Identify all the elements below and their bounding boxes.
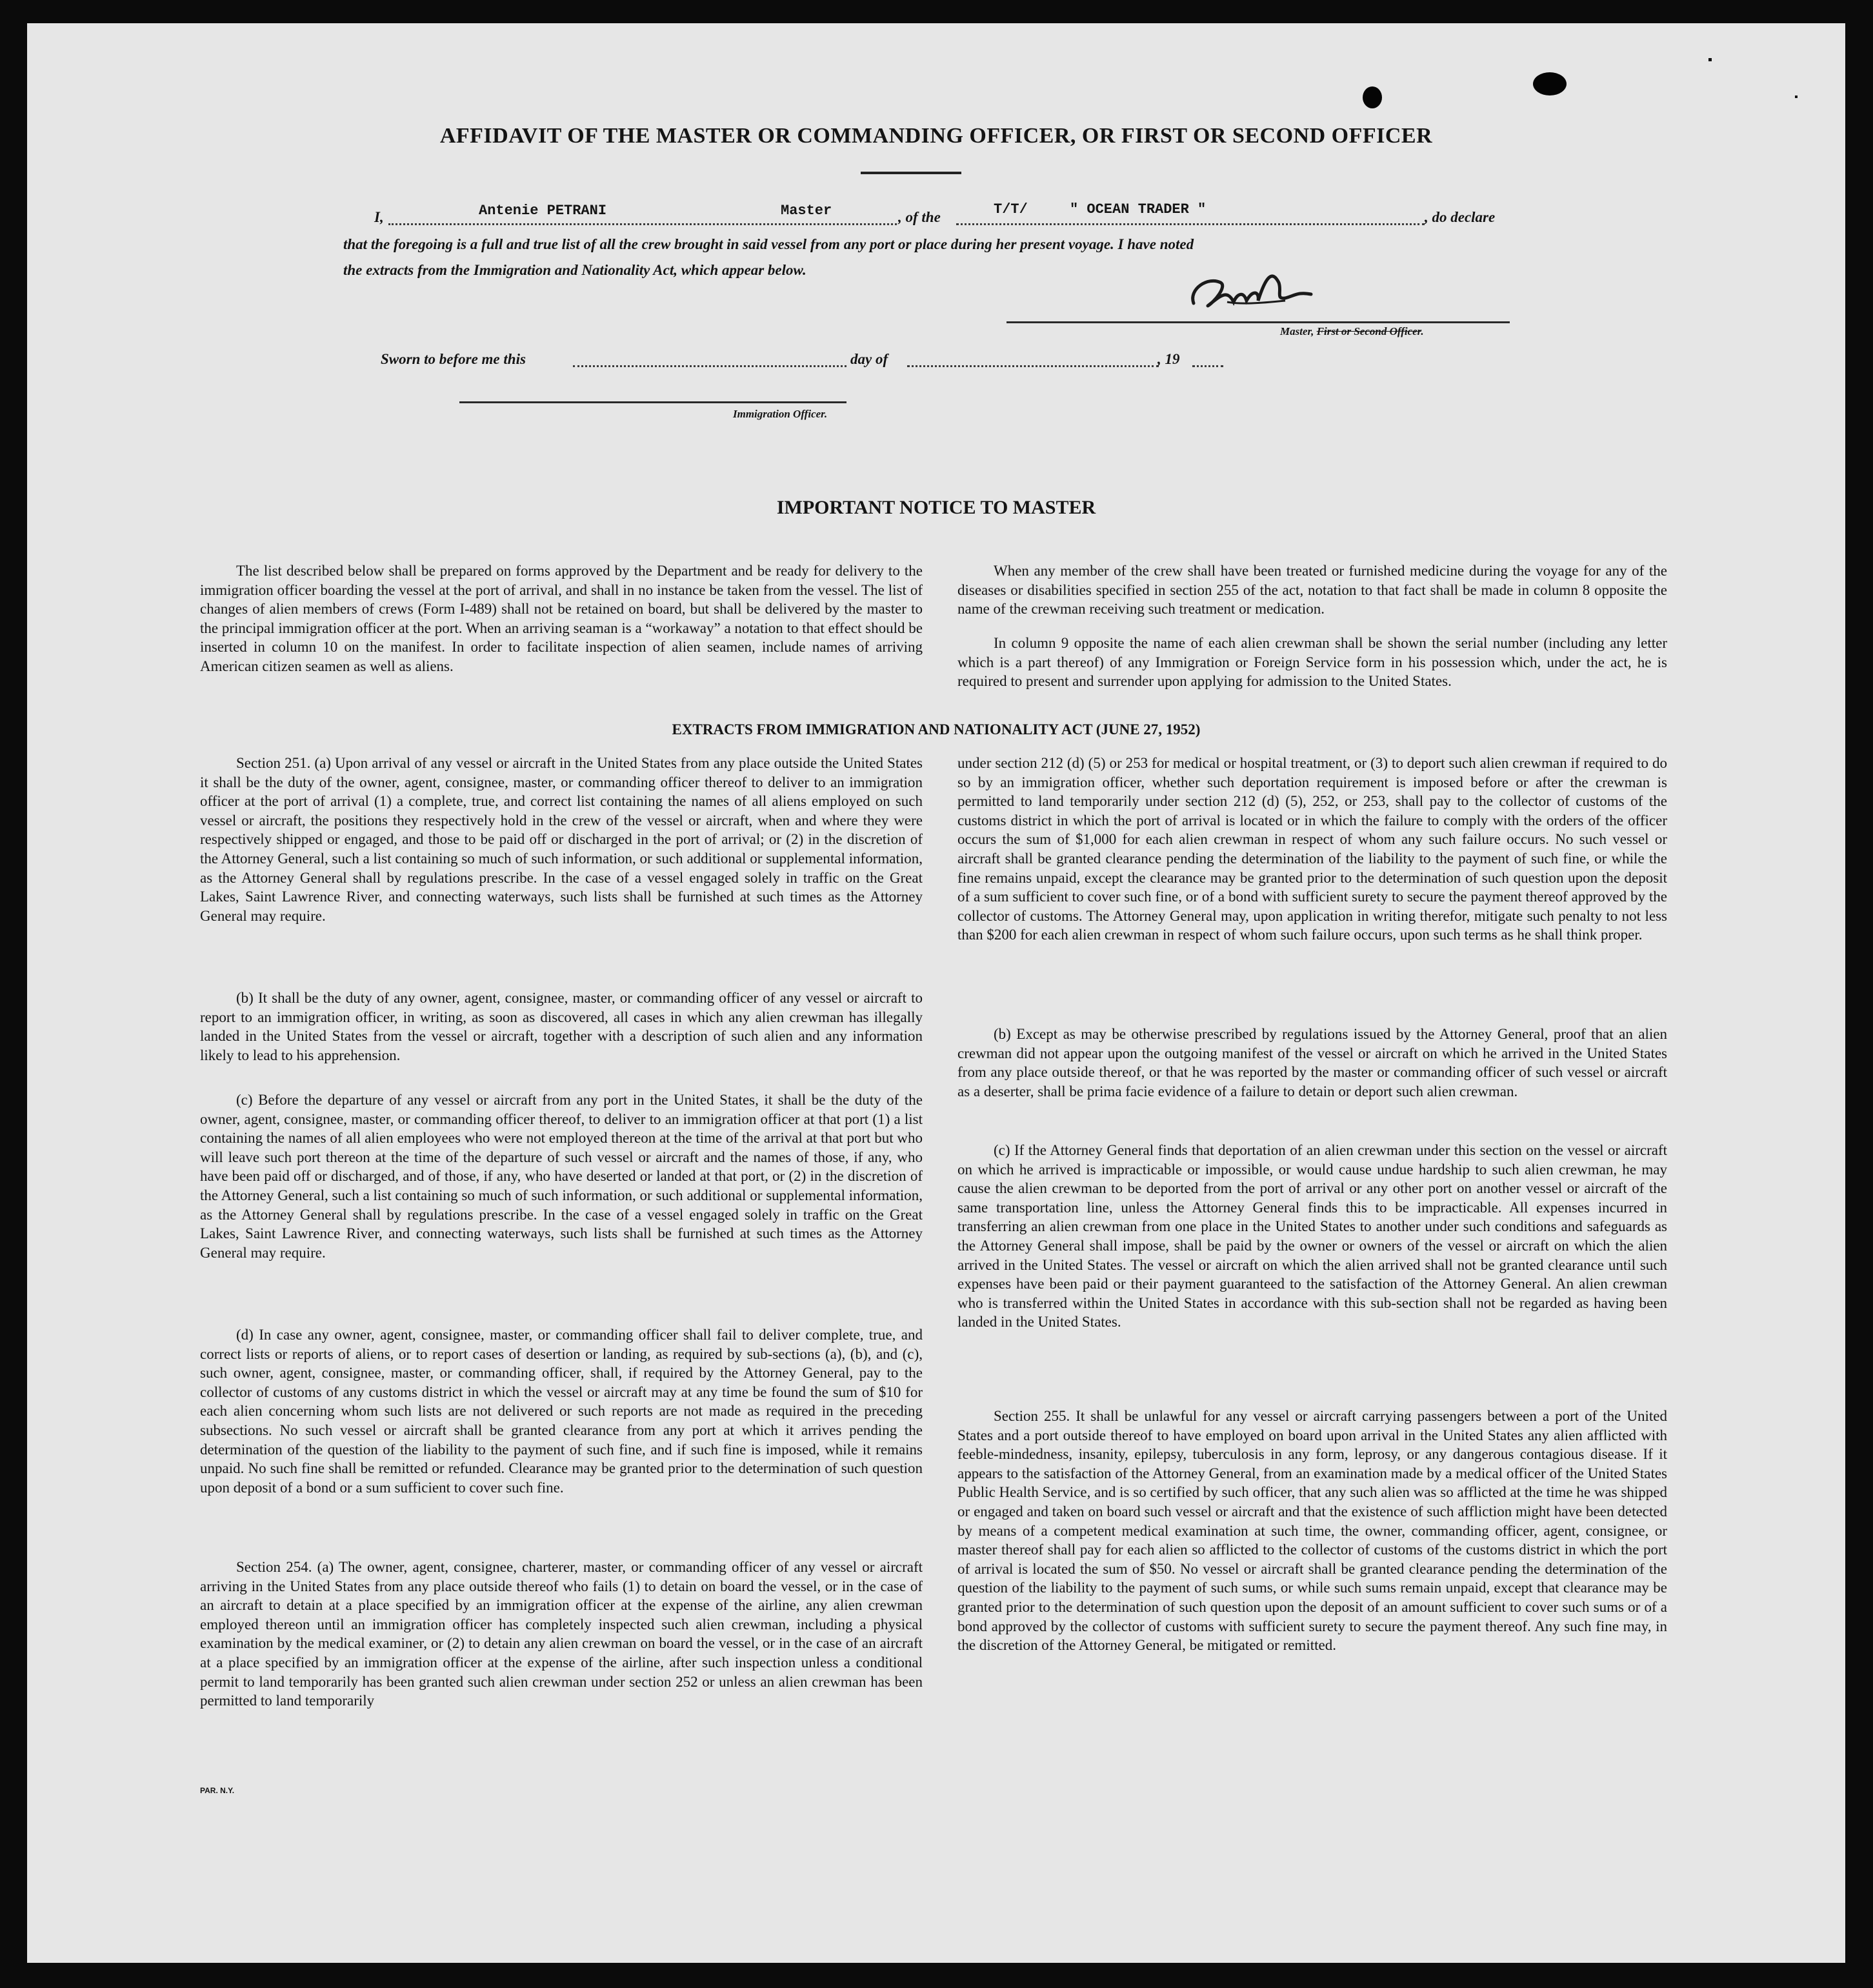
notice-right-paragraph-2: In column 9 opposite the name of each alien crewman shall be shown the serial number (including any letter which is a part thereof) of any Immigration or Foreign Service form in his possession which, under the act, he is required to present and surrender upon applying for admission to the United States. bbox=[957, 635, 1667, 690]
declaration-line-1: that the foregoing is a full and true list of all the crew brought in said vessel from any port or place during her present voyage. I have noted bbox=[343, 236, 1194, 252]
sworn-day-blank bbox=[573, 365, 846, 367]
caption-end: . bbox=[1421, 325, 1424, 337]
sworn-year-blank bbox=[1192, 365, 1223, 367]
signature-line bbox=[1007, 321, 1510, 323]
vessel-type: T/T/ bbox=[994, 201, 1028, 217]
notice-right-paragraph-1: When any member of the crew shall have been treated or furnished medicine during the voyage for any of the diseases or disabilities specified in section 255 of the act, notation to that fact shall be made in column 8 opposite the name of the crewman receiving such treatment or medication. bbox=[957, 563, 1667, 617]
vessel-blank bbox=[956, 223, 1425, 225]
section-251-b: (b) It shall be the duty of any owner, agent, consignee, master, or commanding officer of any vessel or aircraft to report to an immigration officer, in writing, as soon as discovered, all cases in which any alien crewman has illegally landed in the United States from the vessel or aircraft, together with a description of such alien and any information likely to lead to his apprehension. bbox=[200, 990, 923, 1063]
section-254-c: (c) If the Attorney General finds that deportation of an alien crewman under this section on the vessel or aircraft on which he arrived is impracticable or impossible, or would cause undue hardship to such alien crewman, he may cause the alien crewman to be deported from the port of arrival or any other port on another vessel or aircraft of the same transportation line, unless the Attorney General finds this to be impracticable. All expenses incurred in transferring an alien crewman from one place in the United States to another under such conditions and safeguards as the Attorney General shall impose, shall be paid by the owner or owners of the vessel or aircraft on which the alien arrived in the United States. The vessel or aircraft on which the alien arrived shall not be granted clearance until such expenses have been paid or their payment guaranteed to the satisfaction of the Attorney General. An alien crewman who is transferred within the United States in accordance with this sub-section shall not be regarded as having been landed in the United States. bbox=[957, 1142, 1667, 1330]
vessel-name: " OCEAN TRADER " bbox=[1070, 201, 1207, 217]
section-251-d: (d) In case any owner, agent, consignee, master, or commanding officer shall fail to deliver complete, true, and correct lists or reports of aliens, or to report cases of desertion or landing, as required by sub-sections (a), (b), and (c), such owner, agent, consignee, master, or commanding officer, shall, if required by the Attorney General, pay to the collector of customs of any customs district in which the vessel or aircraft may at any time be found the sum of $10 for each alien concerning whom such lists are not delivered or such reports are not made as required in the preceding subsections. No such vessel or aircraft shall be granted clearance from any port at which it arrives pending the determination of the question of the liability to the payment of such fine, and if such fine is imposed, while it remains unpaid. No such fine shall be remitted or refunded. Clearance may be granted prior to the determination of such question upon deposit of a bond or a sum sufficient to cover such fine. bbox=[200, 1327, 923, 1496]
notice-left-paragraph: The list described below shall be prepared on forms approved by the Department and be ready for delivery to the immigration officer boarding the vessel at the port of arrival, and shall in no instance be taken from the vessel. The list of changes of alien members of crews (Form I-489) shall not be retained on board, but shall be delivered by the master to the principal immigration officer at the port. When an arriving seaman is a “workaway” a notation to that effect should be inserted in column 10 on the manifest. In order to facilitate inspection of alien seamen, include names of arriving American citizen seamen as well as aliens. bbox=[200, 563, 923, 674]
section-254-a: Section 254. (a) The owner, agent, consignee, charterer, master, or commanding officer of any vessel or aircraft arriving in the United States from any place outside thereof who fails (1) to detain on board the vessel, or in the case of an aircraft to detain at a place specified by an immigration officer at the expense of the airline, any alien crewman employed thereon until an immigration officer has completely inspected such alien crewman, including a physical examination by the medical examiner, or (2) to detain any alien crewman on board the vessel, or in the case of an aircraft at a place specified by an immigration officer at the expense of the airline, after such inspection unless a conditional permit to land temporarily has been granted such alien crewman under section 252 or unless an alien crewman has been permitted to land temporarily bbox=[200, 1559, 923, 1709]
caption-struck-officer: First or Second Officer bbox=[1316, 325, 1421, 337]
year-label: , 19 bbox=[1157, 351, 1180, 367]
section-255: Section 255. It shall be unlawful for any vessel or aircraft carrying passengers between a port of the United States and a port outside thereof to have employed on board upon arrival in the United States any alien afflicted with feeble-mindedness, insanity, epilepsy, tuberculosis in any form, leprosy, or any dangerous contagious disease. If it appears to the satisfaction of the Attorney General, from an examination made by a medical officer of the United States Public Health Service, and is so certified by such officer, that any such alien was so afflicted at the time he was shipped or engaged and taken on board such vessel or aircraft and that the existence of such affliction might have been detected by means of a competent medical examination at such time, the owner, commanding officer, agent, consignee, or master thereof shall pay for each alien so afflicted to the collector of customs of the customs district in which the port of arrival is located the sum of $50. No vessel or aircraft shall be granted clearance pending the determination of the question of the liability to the payment of such sums, or while such sums remain unpaid, except that clearance may be granted prior to the determination of such question upon the deposit of an amount sufficient to cover such sums or of a bond approved by the collector of customs with sufficient surety to secure the payment thereof. Any such fine may, in the discretion of the Attorney General, be mitigated or remitted. bbox=[957, 1408, 1667, 1654]
document-page bbox=[27, 23, 1845, 1963]
officer-signature-line bbox=[459, 401, 846, 403]
rank-value: Master bbox=[781, 203, 832, 219]
notice-heading: IMPORTANT NOTICE TO MASTER bbox=[776, 497, 1096, 518]
title-underline bbox=[861, 172, 961, 174]
affidavit-title: AFFIDAVIT OF THE MASTER OR COMMANDING OFFICER, OR FIRST OR SECOND OFFICER bbox=[439, 124, 1433, 148]
punch-hole bbox=[1533, 72, 1567, 95]
signature-caption bbox=[1280, 325, 1424, 338]
form-footer-code: PAR. N.Y. bbox=[200, 1786, 235, 1795]
day-of-label: day of bbox=[850, 351, 888, 367]
master-name: Antenie PETRANI bbox=[479, 203, 607, 219]
i-label: I, bbox=[374, 209, 384, 225]
extracts-heading: EXTRACTS FROM IMMIGRATION AND NATIONALITY ACT (JUNE 27, 1952) bbox=[672, 721, 1201, 738]
immigration-officer-label: Immigration Officer. bbox=[733, 408, 828, 420]
section-254-b: (b) Except as may be otherwise prescribed by regulations issued by the Attorney General, proof that an alien crewman did not appear upon the outgoing manifest of the vessel or aircraft on which he arrived in the United States from any place outside thereof, or that he was reported by the master or commanding officer of such vessel or aircraft as a deserter, shall be prima facie evidence of a failure to detain or deport such alien crewman. bbox=[957, 1026, 1667, 1099]
of-the-label: , of the bbox=[898, 209, 941, 225]
caption-master: Master, bbox=[1280, 325, 1314, 337]
section-254-a-continued: under section 212 (d) (5) or 253 for medical or hospital treatment, or (3) to deport such alien crewman if required to do so by an immigration officer, whether such deportation requirement is imposed before or after the crewman is permitted to land temporarily under section 212 (d) (5), 252, or 253, shall pay to the collector of customs of the customs district in which the port of arrival is located or in which the failure to comply with the orders of the officer occurs the sum of $1,000 for each alien crewman in respect of whom any such failure occurs. No such vessel or aircraft shall be granted clearance pending the determination of the liability to the payment of such fine, or while the fine remains unpaid, except the clearance may be granted prior to the determination of such question upon the deposit of a sum sufficient to cover such fine, or of a bond with sufficient surety to secure the payment thereof approved by the collector of customs. The Attorney General may, upon application in writing therefor, mitigate such penalty to not less than $200 for each alien crewman in respect of whom such failure occurs, upon such terms as he shall think proper. bbox=[957, 755, 1667, 943]
sworn-month-blank bbox=[907, 365, 1159, 367]
speck bbox=[1795, 95, 1798, 98]
name-blank bbox=[388, 223, 897, 225]
section-251-a: Section 251. (a) Upon arrival of any vessel or aircraft in the United States from any place outside the United States it shall be the duty of the owner, agent, consignee, master, or commanding officer thereof to deliver to an immigration officer at the port of arrival (1) a complete, true, and correct list containing the names of all aliens employed on such vessel or aircraft, the positions they respectively hold in the crew of the vessel or aircraft, when and where they were respectively shipped or engaged, and those to be paid off or discharged in the port of arrival; or (2) in the discretion of the Attorney General, such a list containing so much of such information, or such additional or supplemental information, as the Attorney General shall by regulations prescribe. In the case of a vessel engaged solely in traffic on the Great Lakes, Saint Lawrence River, and connecting waterways, such lists shall be furnished at such times as the Attorney General may require. bbox=[200, 755, 923, 924]
speck bbox=[1708, 58, 1712, 61]
do-declare-label: , do declare bbox=[1425, 209, 1496, 225]
punch-hole bbox=[1363, 86, 1382, 108]
master-signature bbox=[1182, 263, 1317, 321]
sworn-label: Sworn to before me this bbox=[381, 351, 526, 367]
declaration-line-2: the extracts from the Immigration and Nationality Act, which appear below. bbox=[343, 262, 806, 278]
section-251-c: (c) Before the departure of any vessel or aircraft from any port in the United States, it shall be the duty of the owner, agent, consignee, master, or commanding officer thereof, to deliver to an immigration officer at that port (1) a list containing the names of all alien employees who were not employed thereon at the time of the arrival at that port but who will leave such port thereon at the time of the departure of such vessel or aircraft and the names of those, if any, who have been paid off or discharged, and of those, if any, who have deserted or landed at that port, or (2) in the discretion of the Attorney General, such a list containing so much of such information, or such additional or supplemental information, as the Attorney General shall by regulations prescribe. In the case of a vessel engaged solely in traffic on the Great Lakes, Saint Lawrence River, and connecting waterways, such lists shall be furnished at such times as the Attorney General may require. bbox=[200, 1092, 923, 1261]
